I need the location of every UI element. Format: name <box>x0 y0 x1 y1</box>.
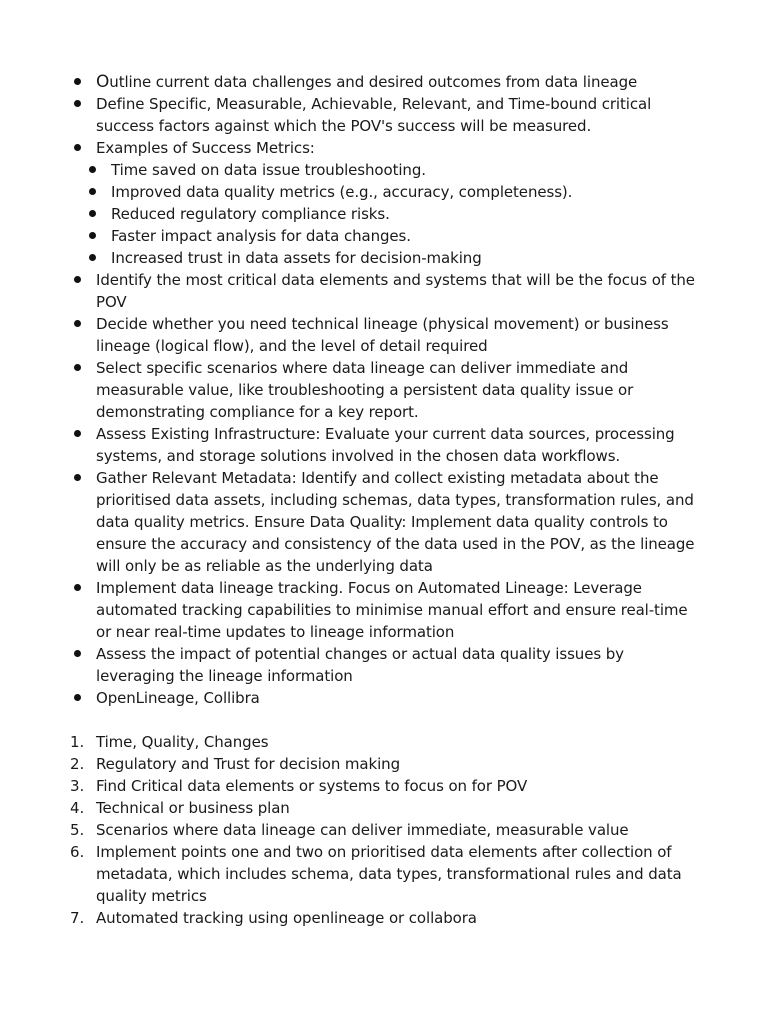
sub-list-item-text: Faster impact analysis for data changes. <box>111 227 411 245</box>
sub-list-item <box>0 203 696 225</box>
list-item <box>0 687 696 709</box>
numbered-list-item <box>0 797 696 819</box>
sub-list-item <box>0 159 696 181</box>
numbered-list-item <box>0 907 696 929</box>
list-number: 2. <box>70 755 85 773</box>
list-item-text: Implement data lineage tracking. Focus on Automated Lineage: Leverage automated tracking capabilities to minimise manual effort and ensure real-time or near real-time updates to lineage information <box>96 579 688 641</box>
bullet-icon <box>74 650 81 657</box>
sub-list-item <box>0 225 696 247</box>
list-item <box>0 269 696 313</box>
bullet-icon <box>89 166 96 173</box>
list-item <box>0 643 696 687</box>
bullet-icon <box>74 584 81 591</box>
sub-list-item-text: Improved data quality metrics (e.g., accuracy, completeness). <box>111 183 573 201</box>
list-item <box>0 423 696 467</box>
list-item-text: utline current data challenges and desired outcomes from data lineage <box>109 73 638 91</box>
list-number: 6. <box>70 843 85 861</box>
list-item <box>0 467 696 577</box>
bullet-list <box>0 71 768 709</box>
numbered-list-item-text: Regulatory and Trust for decision making <box>96 755 400 773</box>
list-number: 1. <box>70 733 85 751</box>
sub-list-item <box>0 247 696 269</box>
list-item <box>0 313 696 357</box>
list-item-text: Assess the impact of potential changes or actual data quality issues by leveraging the lineage information <box>96 645 624 685</box>
list-item-text: Assess Existing Infrastructure: Evaluate your current data sources, processing systems, and storage solutions involved in the chosen data workflows. <box>96 425 675 465</box>
bullet-icon <box>74 276 81 283</box>
numbered-list-item-text: Scenarios where data lineage can deliver immediate, measurable value <box>96 821 629 839</box>
bullet-icon <box>74 364 81 371</box>
list-number: 3. <box>70 777 85 795</box>
sub-list-item-text: Time saved on data issue troubleshooting. <box>111 161 426 179</box>
list-item-text: Gather Relevant Metadata: Identify and collect existing metadata about the prioritised data assets, including schemas, data types, transformation rules, and data quality metrics. Ensure Data Quality: Implement data quality controls to ensure the accuracy and consistency of the data used in the POV, as the lineage will only be as reliable as the underlying data <box>96 469 695 575</box>
numbered-list <box>0 731 768 929</box>
bullet-icon <box>89 210 96 217</box>
numbered-list-item-text: Find Critical data elements or systems to focus on for POV <box>96 777 528 795</box>
sub-list-item-text: Reduced regulatory compliance risks. <box>111 205 390 223</box>
bullet-icon <box>74 430 81 437</box>
numbered-list-item <box>0 819 696 841</box>
list-item <box>0 93 696 137</box>
document-page <box>0 71 768 929</box>
numbered-list-item-text: Automated tracking using openlineage or collabora <box>96 909 477 927</box>
bullet-icon <box>74 474 81 481</box>
bullet-icon <box>74 78 81 85</box>
list-item-text: Define Specific, Measurable, Achievable, Relevant, and Time-bound critical success factors against which the POV's success will be measured. <box>96 95 652 135</box>
numbered-list-item-text: Technical or business plan <box>96 799 290 817</box>
list-number: 7. <box>70 909 85 927</box>
list-item-text: Select specific scenarios where data lineage can deliver immediate and measurable value, like troubleshooting a persistent data quality issue or demonstrating compliance for a key report. <box>96 359 634 421</box>
list-item-text: Examples of Success Metrics: <box>96 139 315 157</box>
sub-list-item <box>0 181 696 203</box>
list-item <box>0 357 696 423</box>
bullet-icon <box>89 254 96 261</box>
bullet-icon <box>74 320 81 327</box>
bullet-icon <box>89 188 96 195</box>
numbered-list-item <box>0 731 696 753</box>
list-item <box>0 577 696 643</box>
numbered-list-item-text: Implement points one and two on prioritised data elements after collection of metadata, which includes schema, data types, transformational rules and data quality metrics <box>96 843 682 905</box>
list-item-first-letter: O <box>96 72 110 92</box>
list-item-text: OpenLineage, Collibra <box>96 689 260 707</box>
list-item-text: Identify the most critical data elements and systems that will be the focus of the POV <box>96 271 695 311</box>
numbered-list-item <box>0 753 696 775</box>
list-item-text: Decide whether you need technical lineage (physical movement) or business lineage (logical flow), and the level of detail required <box>96 315 669 355</box>
bullet-icon <box>74 694 81 701</box>
numbered-list-item <box>0 775 696 797</box>
sub-list-item-text: Increased trust in data assets for decision-making <box>111 249 482 267</box>
list-item <box>0 137 696 159</box>
bullet-icon <box>74 100 81 107</box>
list-item <box>0 71 696 93</box>
bullet-icon <box>74 144 81 151</box>
numbered-list-item <box>0 841 696 907</box>
list-number: 4. <box>70 799 85 817</box>
numbered-list-item-text: Time, Quality, Changes <box>96 733 269 751</box>
bullet-icon <box>89 232 96 239</box>
list-number: 5. <box>70 821 85 839</box>
